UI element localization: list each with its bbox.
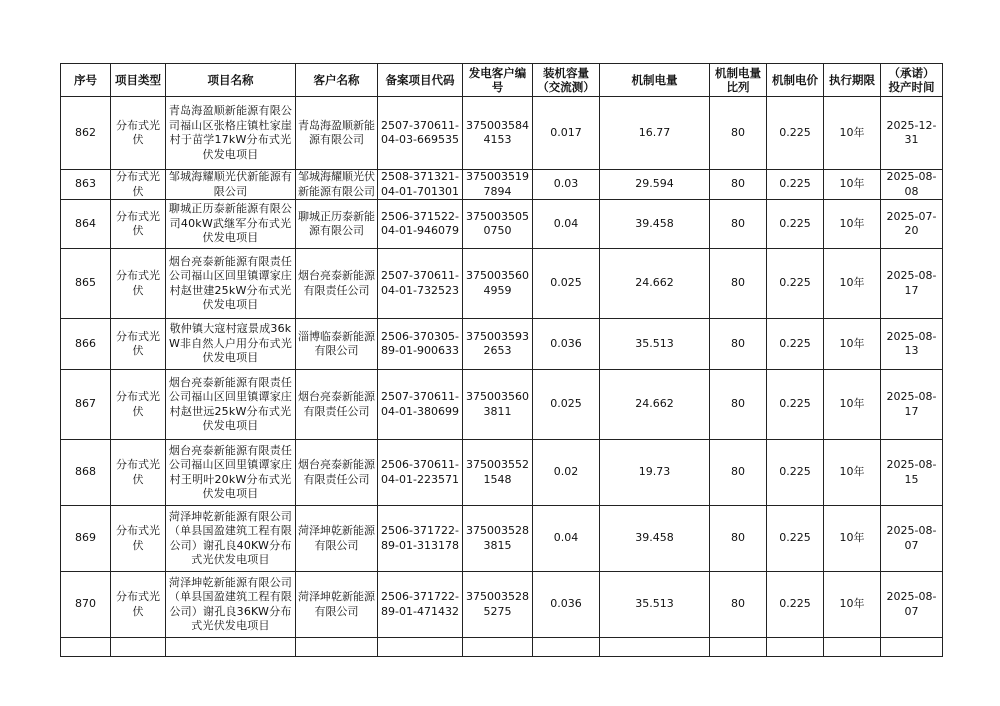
project-type-cell: 分布式光伏 [111,200,166,249]
project-type-cell: 分布式光伏 [111,319,166,370]
commissioning-date-cell: 2025-08-13 [881,319,943,370]
project-name-cell: 菏泽坤乾新能源有限公司（单县国盈建筑工程有限公司）谢孔良40KW分布式光伏发电项目 [166,506,296,572]
record-code-cell: 2506-371522-04-01-946079 [378,200,463,249]
mechanism-energy-cell: 39.458 [600,200,710,249]
header-record-code: 备案项目代码 [378,64,463,97]
execution-term-cell: 10年 [824,440,881,506]
customer-name-cell: 菏泽坤乾新能源有限公司 [296,506,378,572]
header-ratio: 机制电量比列 [710,64,767,97]
header-row [61,64,943,97]
record-code-cell: 2506-370611-04-01-223571 [378,440,463,506]
commissioning-date-cell: 2025-08-17 [881,249,943,319]
project-type-cell: 分布式光伏 [111,506,166,572]
capacity-cell: 0.036 [533,319,600,370]
mechanism-price-table [60,63,943,657]
table-row [61,249,943,319]
record-code-cell: 2506-371722-89-01-471432 [378,572,463,638]
row-number-cell: 864 [61,200,111,249]
client-number-cell: 3750035521548 [463,440,533,506]
header-type: 项目类型 [111,64,166,97]
project-name-cell: 烟台亮泰新能源有限责任公司福山区回里镇谭家庄村赵世远25kW分布式光伏发电项目 [166,370,296,440]
header-date: （承诺）投产时间 [881,64,943,97]
customer-name-cell: 烟台亮泰新能源有限责任公司 [296,440,378,506]
header-no: 序号 [61,64,111,97]
table-row [61,97,943,170]
customer-name-cell: 菏泽坤乾新能源有限公司 [296,572,378,638]
client-number-cell: 3750035932653 [463,319,533,370]
commissioning-date-cell: 2025-08-07 [881,572,943,638]
commissioning-date-cell: 2025-08-17 [881,370,943,440]
empty-cell [296,638,378,657]
row-number-cell: 869 [61,506,111,572]
mechanism-price-cell: 0.225 [767,370,824,440]
header-customer: 客户名称 [296,64,378,97]
table-row [61,440,943,506]
project-name-cell: 邹城海耀顺光伏新能源有限公司 [166,170,296,200]
empty-cell [710,638,767,657]
client-number-cell: 3750035844153 [463,97,533,170]
commissioning-date-cell: 2025-12-31 [881,97,943,170]
execution-term-cell: 10年 [824,200,881,249]
row-number-cell: 866 [61,319,111,370]
row-number-cell: 867 [61,370,111,440]
mechanism-energy-cell: 39.458 [600,506,710,572]
record-code-cell: 2507-370611-04-01-732523 [378,249,463,319]
empty-cell [111,638,166,657]
energy-ratio-cell: 80 [710,200,767,249]
execution-term-cell: 10年 [824,249,881,319]
project-name-cell: 菏泽坤乾新能源有限公司（单县国盈建筑工程有限公司）谢孔良36KW分布式光伏发电项目 [166,572,296,638]
row-number-cell: 865 [61,249,111,319]
execution-term-cell: 10年 [824,506,881,572]
client-number-cell: 3750035283815 [463,506,533,572]
commissioning-date-cell: 2025-08-08 [881,170,943,200]
capacity-cell: 0.02 [533,440,600,506]
record-code-cell: 2506-371722-89-01-313178 [378,506,463,572]
empty-cell [824,638,881,657]
energy-ratio-cell: 80 [710,506,767,572]
capacity-cell: 0.03 [533,170,600,200]
capacity-cell: 0.017 [533,97,600,170]
project-name-cell: 烟台亮泰新能源有限责任公司福山区回里镇谭家庄村王明叶20kW分布式光伏发电项目 [166,440,296,506]
commissioning-date-cell: 2025-07-20 [881,200,943,249]
execution-term-cell: 10年 [824,572,881,638]
empty-cell [881,638,943,657]
table-row [61,370,943,440]
project-type-cell: 分布式光伏 [111,572,166,638]
mechanism-energy-cell: 24.662 [600,249,710,319]
energy-ratio-cell: 80 [710,572,767,638]
project-type-cell: 分布式光伏 [111,170,166,200]
energy-ratio-cell: 80 [710,370,767,440]
client-number-cell: 3750035604959 [463,249,533,319]
project-type-cell: 分布式光伏 [111,97,166,170]
empty-cell [378,638,463,657]
customer-name-cell: 聊城正历泰新能源有限公司 [296,200,378,249]
energy-ratio-cell: 80 [710,440,767,506]
mechanism-energy-cell: 16.77 [600,97,710,170]
header-term: 执行期限 [824,64,881,97]
mechanism-price-cell: 0.225 [767,170,824,200]
capacity-cell: 0.04 [533,200,600,249]
project-name-cell: 敬仲镇大寇村寇景成36kW非自然人户用分布式光伏发电项目 [166,319,296,370]
table-row [61,200,943,249]
header-capacity: 装机容量（交流测） [533,64,600,97]
project-name-cell: 青岛海盈顺新能源有限公司福山区张格庄镇杜家崖村于苗学17kW分布式光伏发电项目 [166,97,296,170]
client-number-cell: 3750035197894 [463,170,533,200]
customer-name-cell: 青岛海盈顺新能源有限公司 [296,97,378,170]
header-price: 机制电价 [767,64,824,97]
mechanism-price-cell: 0.225 [767,319,824,370]
mechanism-price-cell: 0.225 [767,440,824,506]
table-row [61,506,943,572]
mechanism-price-cell: 0.225 [767,97,824,170]
empty-cell [61,638,111,657]
row-number-cell: 863 [61,170,111,200]
row-number-cell: 870 [61,572,111,638]
commissioning-date-cell: 2025-08-07 [881,506,943,572]
client-number-cell: 3750035050750 [463,200,533,249]
project-type-cell: 分布式光伏 [111,370,166,440]
capacity-cell: 0.025 [533,370,600,440]
header-energy: 机制电量 [600,64,710,97]
mechanism-energy-cell: 24.662 [600,370,710,440]
record-code-cell: 2506-370305-89-01-900633 [378,319,463,370]
mechanism-energy-cell: 35.513 [600,319,710,370]
customer-name-cell: 淄博临泰新能源有限公司 [296,319,378,370]
table-row [61,170,943,200]
mechanism-price-cell: 0.225 [767,249,824,319]
capacity-cell: 0.04 [533,506,600,572]
project-name-cell: 聊城正历泰新能源有限公司40kW武继军分布式光伏发电项目 [166,200,296,249]
empty-cell [767,638,824,657]
execution-term-cell: 10年 [824,370,881,440]
customer-name-cell: 邹城海耀顺光伏新能源有限公司 [296,170,378,200]
mechanism-energy-cell: 29.594 [600,170,710,200]
energy-ratio-cell: 80 [710,170,767,200]
row-number-cell: 868 [61,440,111,506]
mechanism-price-cell: 0.225 [767,572,824,638]
energy-ratio-cell: 80 [710,319,767,370]
project-type-cell: 分布式光伏 [111,249,166,319]
execution-term-cell: 10年 [824,319,881,370]
mechanism-price-cell: 0.225 [767,200,824,249]
capacity-cell: 0.025 [533,249,600,319]
execution-term-cell: 10年 [824,97,881,170]
capacity-cell: 0.036 [533,572,600,638]
mechanism-energy-cell: 35.513 [600,572,710,638]
empty-cell [533,638,600,657]
client-number-cell: 3750035285275 [463,572,533,638]
header-client-no: 发电客户编号 [463,64,533,97]
customer-name-cell: 烟台亮泰新能源有限责任公司 [296,370,378,440]
row-number-cell: 862 [61,97,111,170]
header-project-name: 项目名称 [166,64,296,97]
table-row [61,572,943,638]
energy-ratio-cell: 80 [710,249,767,319]
empty-cell [166,638,296,657]
energy-ratio-cell: 80 [710,97,767,170]
client-number-cell: 3750035603811 [463,370,533,440]
empty-cell [463,638,533,657]
mechanism-price-cell: 0.225 [767,506,824,572]
project-type-cell: 分布式光伏 [111,440,166,506]
commissioning-date-cell: 2025-08-15 [881,440,943,506]
project-name-cell: 烟台亮泰新能源有限责任公司福山区回里镇谭家庄村赵世建25kW分布式光伏发电项目 [166,249,296,319]
empty-row [61,638,943,657]
empty-cell [600,638,710,657]
record-code-cell: 2507-370611-04-01-380699 [378,370,463,440]
mechanism-energy-cell: 19.73 [600,440,710,506]
record-code-cell: 2507-370611-04-03-669535 [378,97,463,170]
execution-term-cell: 10年 [824,170,881,200]
table-row [61,319,943,370]
record-code-cell: 2508-371321-04-01-701301 [378,170,463,200]
customer-name-cell: 烟台亮泰新能源有限责任公司 [296,249,378,319]
